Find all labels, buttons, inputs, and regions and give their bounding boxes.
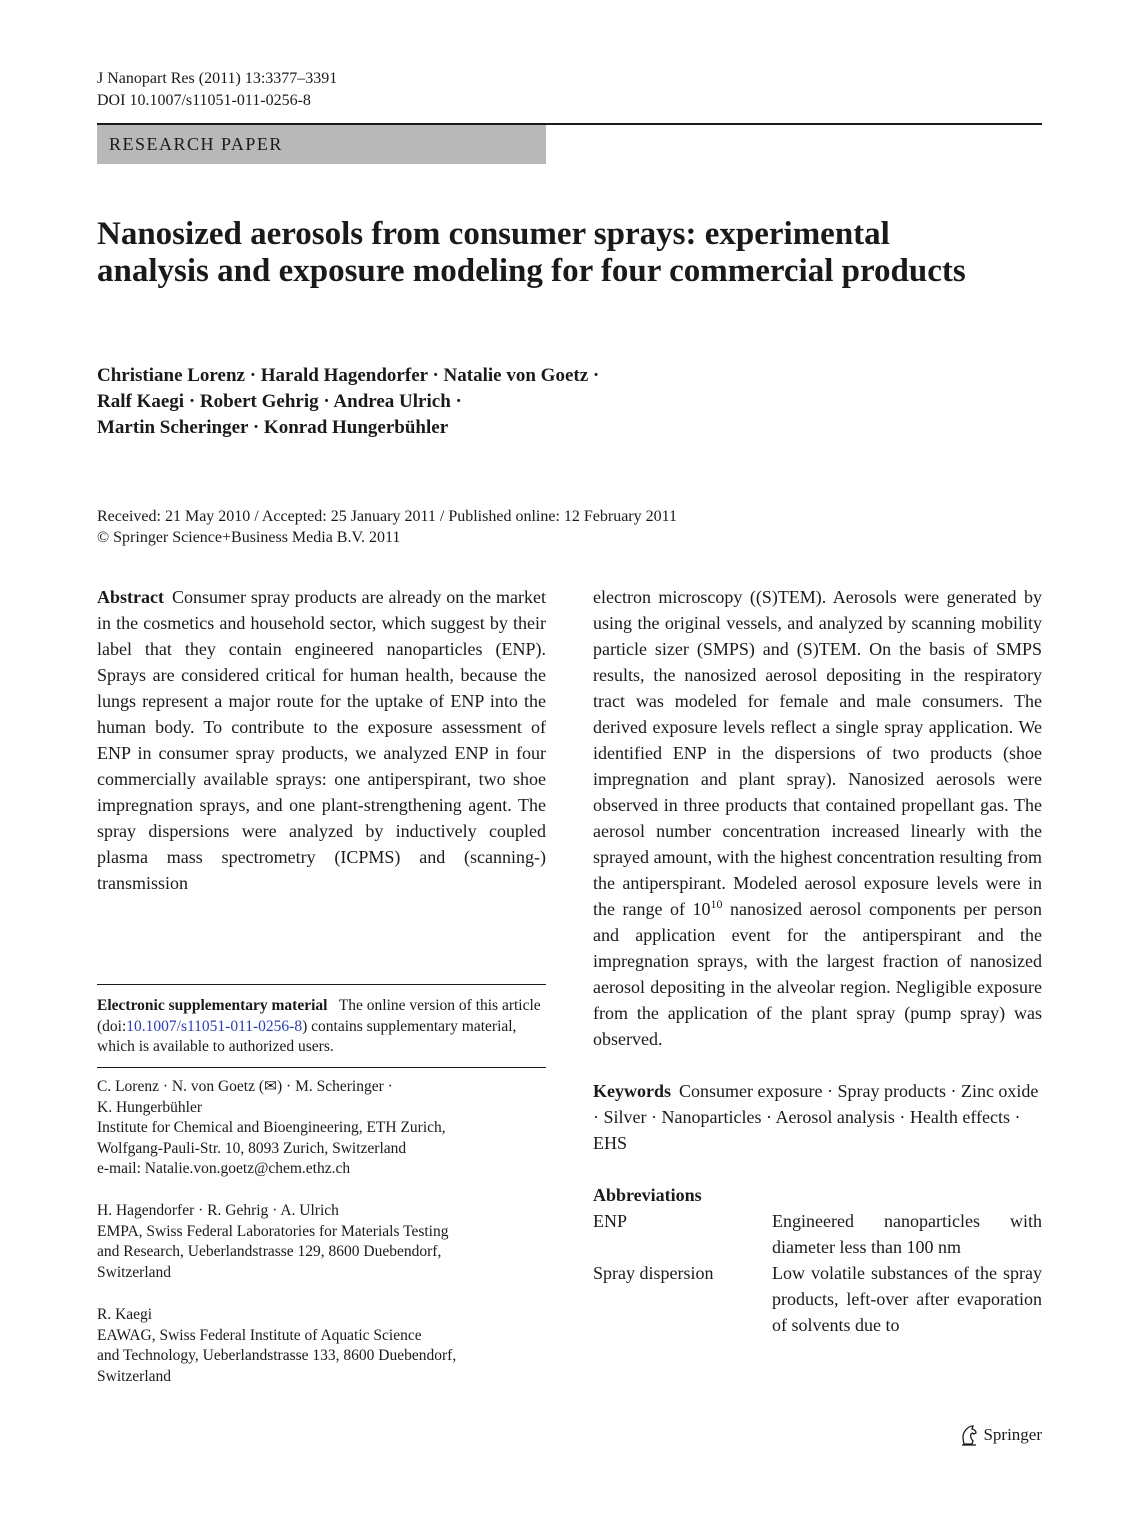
abbreviation-term: Spray dispersion <box>593 1263 714 1283</box>
supplementary-text: ) contains supplementary material, which is available to authorized users. <box>97 1017 517 1055</box>
journal-header <box>97 68 337 112</box>
copyright: © Springer Science+Business Media B.V. 2011 <box>97 529 401 546</box>
abbreviation-term: ENP <box>593 1211 628 1231</box>
right-column <box>593 584 1042 1338</box>
springer-horse-icon <box>959 1424 979 1446</box>
author-line: Christiane Lorenz · Harald Hagendorfer · Natalie von Goetz · <box>97 365 600 386</box>
publisher-name: Springer <box>983 1425 1042 1444</box>
journal-citation: J Nanopart Res (2011) 13:3377–3391 <box>97 70 338 87</box>
affiliation-line: and Research, Ueberlandstrasse 129, 8600 Duebendorf, <box>97 1243 442 1260</box>
footnote-rule-top <box>97 984 546 985</box>
affiliation-block <box>97 1077 546 1180</box>
left-column <box>97 584 546 896</box>
keywords-text: Consumer exposure · Spray products · Zinc oxide · Silver · Nanoparticles · Aerosol analysis · Health effects · EHS <box>593 1081 1039 1153</box>
abbreviation-row <box>593 1208 1042 1260</box>
affiliation-block <box>97 1201 546 1283</box>
author-list <box>97 363 599 441</box>
supplementary-text: The online version of this article (doi: <box>97 997 541 1035</box>
keywords <box>593 1078 1042 1156</box>
keywords-label: Keywords <box>593 1081 671 1101</box>
affiliation-names: K. Hungerbühler <box>97 1098 203 1116</box>
author-line: Martin Scheringer · Konrad Hungerbühler <box>97 417 449 438</box>
affiliation-names: H. Hagendorfer · R. Gehrig · A. Ulrich <box>97 1202 339 1219</box>
doi: DOI 10.1007/s11051-011-0256-8 <box>97 92 311 109</box>
supplementary-doi-link[interactable]: 10.1007/s11051-011-0256-8 <box>126 1017 303 1035</box>
publisher-mark <box>959 1424 1042 1446</box>
supplementary-note <box>97 996 546 1058</box>
publication-dates <box>97 506 677 548</box>
paper-type-banner: RESEARCH PAPER <box>97 125 546 164</box>
abbreviation-definition: Engineered nanoparticles with diameter less than 100 nm <box>772 1211 1042 1257</box>
affiliation-line: EAWAG, Swiss Federal Institute of Aquatic Science <box>97 1326 422 1344</box>
affiliation-line: Switzerland <box>97 1367 172 1385</box>
affiliation-line: Switzerland <box>97 1263 172 1281</box>
dates-line: Received: 21 May 2010 / Accepted: 25 January 2011 / Published online: 12 February 2011 <box>97 508 678 525</box>
affiliation-block <box>97 1305 546 1387</box>
abstract-continued: electron microscopy ((S)TEM). Aerosols were generated by using the original vessels, and analyzed by scanning mobility particle sizer (SMPS) and (S)TEM. On the basis of SMPS results, the nanosized aerosol depositing in the respiratory tract was modeled for female and male consumers. The derived exposure levels reflect a single spray application. We identified ENP in the dispersions of two products (shoe impregnation and plant spray). Nanosized aerosols were observed in three products that contained propellant gas. The aerosol number concentration increased linearly with the sprayed amount, with the highest concentration resulting from the antiperspirant. Modeled aerosol exposure levels were in the range of $10^{10}$ nanosized aerosol components per person and application event for the antiperspirant and the impregnation sprays, with the largest fraction of nanosized aerosol depositing in the alveolar region. Negligible exposure from the application of the plant spray (pump spray) was observed. <box>593 587 1042 1049</box>
supplementary-label: Electronic supplementary material <box>97 997 328 1014</box>
footnote-rule-bottom <box>97 1067 546 1068</box>
affiliation-line: and Technology, Ueberlandstrasse 133, 8600 Duebendorf, <box>97 1347 457 1364</box>
mail-icon: ✉ <box>264 1078 278 1095</box>
affiliation-names: R. Kaegi <box>97 1306 153 1323</box>
paper-title: Nanosized aerosols from consumer sprays: experimental analysis and exposure modeling for four commercial products <box>97 216 966 289</box>
abstract-label: Abstract <box>97 587 164 607</box>
affiliation-names: C. Lorenz · N. von Goetz (✉) · M. Scheringer · <box>97 1078 393 1095</box>
email[interactable]: e-mail: Natalie.von.goetz@chem.ethz.ch <box>97 1160 351 1177</box>
affiliation-line: EMPA, Swiss Federal Laboratories for Materials Testing <box>97 1222 449 1240</box>
abbreviations-heading: Abbreviations <box>593 1185 702 1205</box>
abbreviation-row <box>593 1260 1042 1338</box>
abstract-text-left: Consumer spray products are already on the market in the cosmetics and household sector, which suggest by their label that they contain engineered nanoparticles (ENP). Sprays are considered critical for human health, because the lungs represent a major route for the uptake of ENP into the human body. To contribute to the exposure assessment of ENP in consumer spray products, we analyzed ENP in four commercially available sprays: one antiperspirant, two shoe impregnation sprays, and one plant-strengthening agent. The spray dispersions were analyzed by inductively coupled plasma mass spectrometry (ICPMS) and (scanning-) transmission <box>97 587 546 893</box>
power-base: 10 <box>692 899 711 919</box>
affiliation-line: Institute for Chemical and Bioengineering, ETH Zurich, <box>97 1119 446 1136</box>
abstract-paragraph <box>97 584 546 896</box>
abbreviation-definition: Low volatile substances of the spray products, left-over after evaporation of solvents due to <box>772 1263 1042 1335</box>
author-line: Ralf Kaegi · Robert Gehrig · Andrea Ulrich · <box>97 391 462 412</box>
affiliation-line: Wolfgang-Pauli-Str. 10, 8093 Zurich, Switzerland <box>97 1139 407 1157</box>
power-exponent: 10 <box>710 897 723 911</box>
